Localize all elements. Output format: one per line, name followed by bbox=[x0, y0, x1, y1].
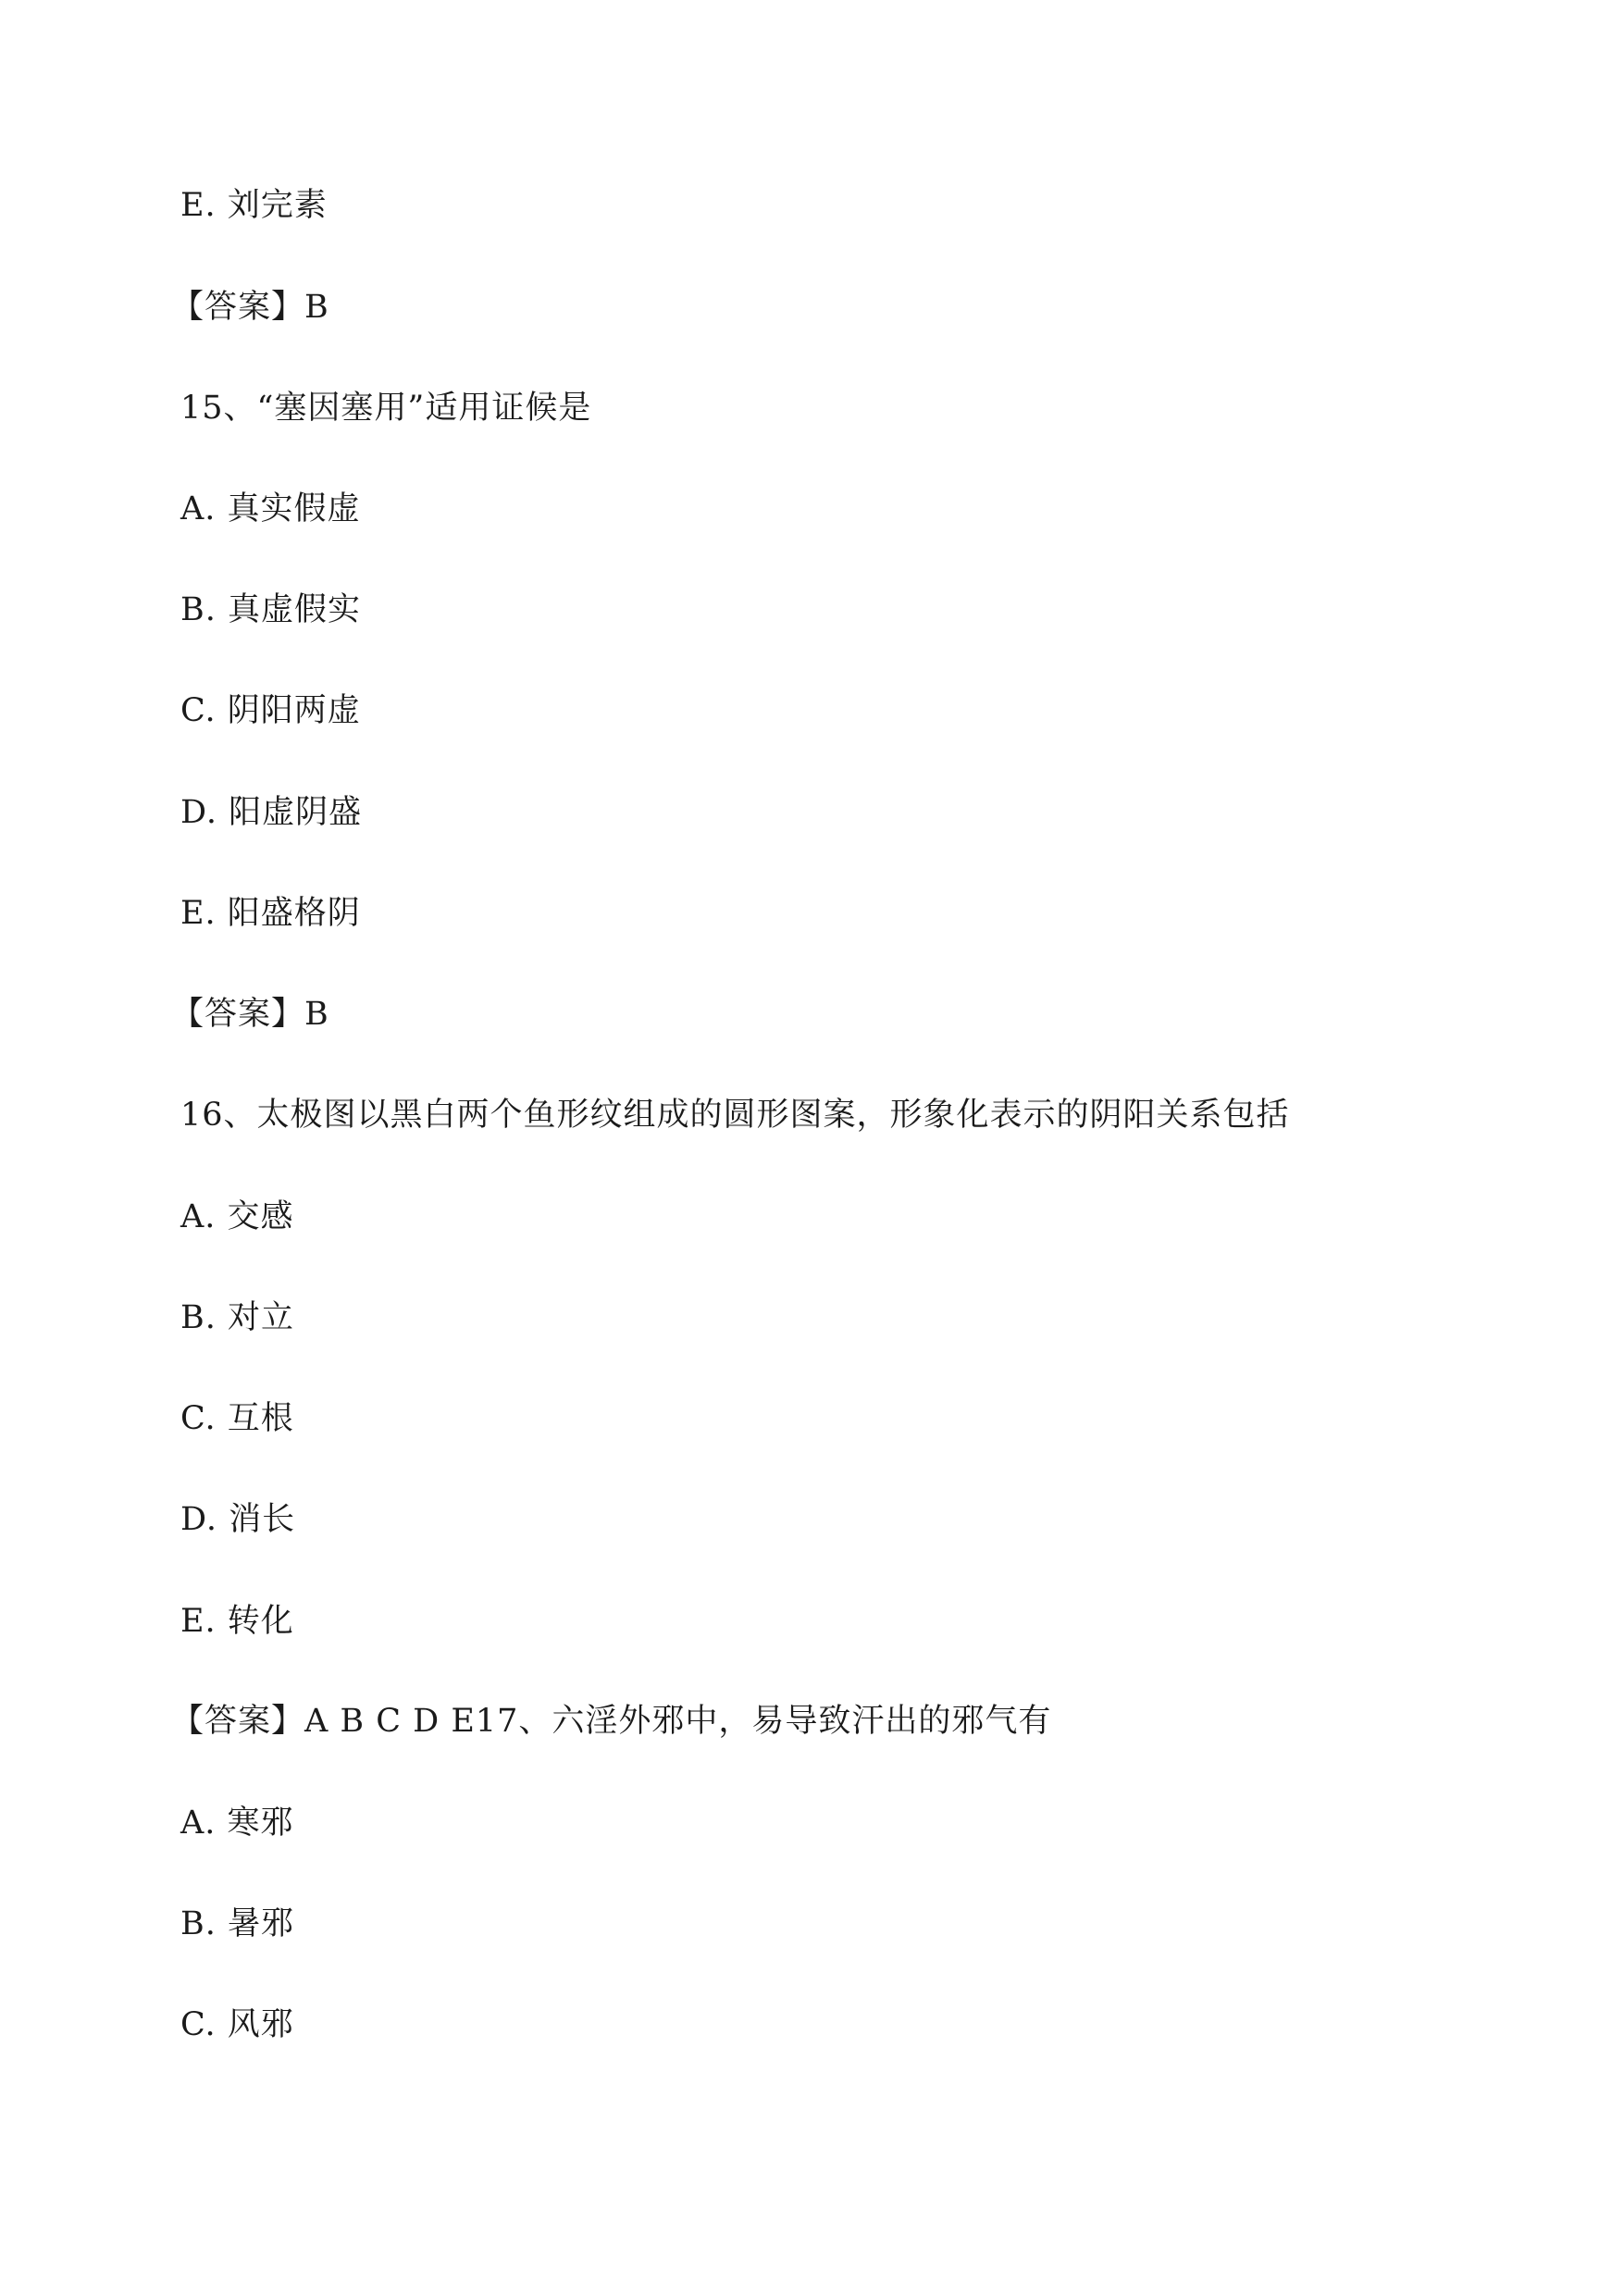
question-15: 15、“塞因塞用”适用证候是 bbox=[180, 390, 592, 427]
option-17b: B. 暑邪 bbox=[180, 1905, 294, 1942]
option-15a: A. 真实假虚 bbox=[180, 490, 361, 527]
option-15e: E. 阳盛格阴 bbox=[180, 895, 361, 932]
answer-16-question-17: 【答案】A B C D E17、六淫外邪中，易导致汗出的邪气有 bbox=[171, 1703, 1052, 1740]
option-16a: A. 交感 bbox=[180, 1198, 294, 1235]
option-15c: C. 阴阳两虚 bbox=[180, 692, 361, 729]
option-16e: E. 转化 bbox=[180, 1603, 294, 1640]
answer-14: 【答案】B bbox=[171, 289, 329, 326]
option-17c: C. 风邪 bbox=[180, 2006, 294, 2043]
option-15b: B. 真虚假实 bbox=[180, 591, 361, 628]
option-17a: A. 寒邪 bbox=[180, 1805, 294, 1842]
option-16b: B. 对立 bbox=[180, 1299, 294, 1336]
option-16c: C. 互根 bbox=[180, 1400, 294, 1437]
answer-15: 【答案】B bbox=[171, 996, 329, 1033]
option-16d: D. 消长 bbox=[180, 1501, 296, 1538]
option-15d: D. 阳虚阴盛 bbox=[180, 794, 363, 831]
question-16: 16、太极图以黑白两个鱼形纹组成的圆形图案，形象化表示的阴阳关系包括 bbox=[180, 1097, 1290, 1134]
option-14e: E. 刘完素 bbox=[180, 187, 328, 224]
